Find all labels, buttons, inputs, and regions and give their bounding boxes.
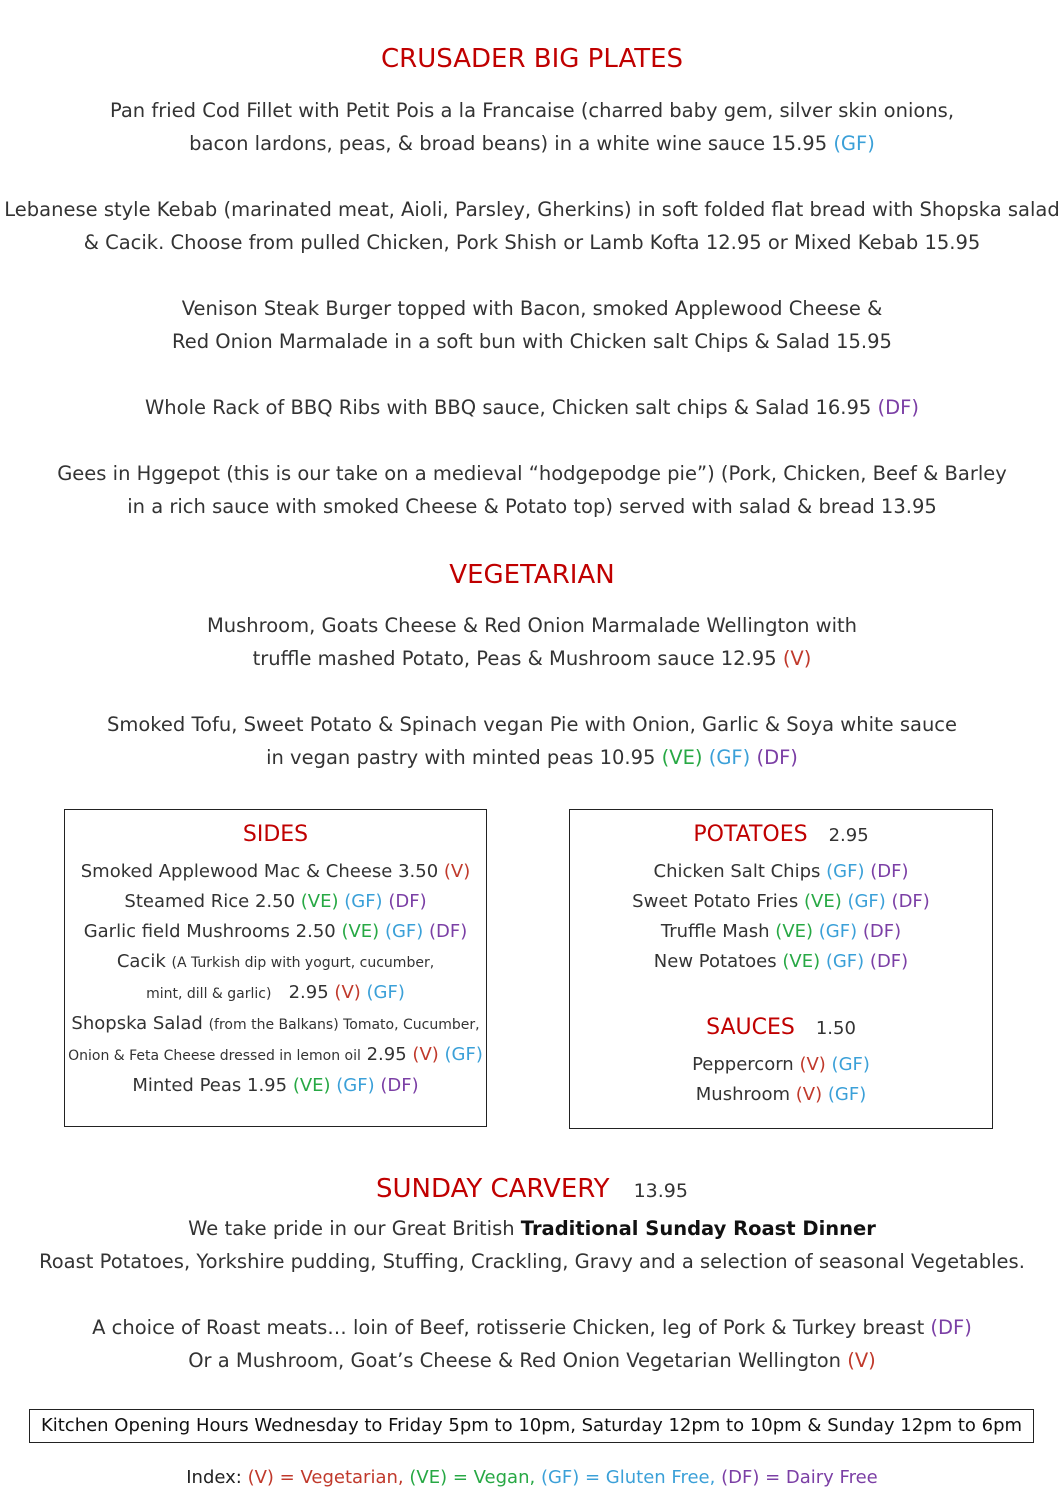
tag-gf: (GF): [827, 1084, 867, 1105]
item-text: Truffle Mash: [660, 921, 770, 942]
menu-item-vegan-pie: [0, 708, 1064, 774]
item-desc: mint, dill & garlic): [146, 986, 272, 1002]
menu-item-hodgepodge: [0, 457, 1064, 523]
potatoes-heading: [570, 822, 992, 847]
side-shopska-cont: [65, 1040, 486, 1071]
tag-df: (DF): [891, 891, 930, 912]
item-line-bold: Traditional Sunday Roast Dinner: [520, 1217, 876, 1240]
carvery-meats: [0, 1311, 1064, 1377]
item-line: We take pride in our Great British: [188, 1217, 521, 1240]
side-mushrooms: [65, 917, 486, 947]
item-desc: (A Turkish dip with yogurt, cucumber,: [171, 955, 435, 971]
potatoes-box: [569, 809, 993, 1129]
item-line: Pan fried Cod Fillet with Petit Pois a la Francaise (charred baby gem, silver skin onions,: [109, 99, 955, 122]
item-line: in vegan pastry with minted peas 10.95: [266, 746, 656, 769]
item-line: Red Onion Marmalade in a soft bun with Chicken salt Chips & Salad 15.95: [172, 330, 892, 353]
sauce-peppercorn: [570, 1050, 992, 1080]
potato-sweet-fries: [570, 887, 992, 917]
index-vegetarian: (V) = Vegetarian,: [247, 1467, 404, 1488]
item-line: bacon lardons, peas, & broad beans) in a white wine sauce 15.95: [189, 132, 828, 155]
item-line: & Cacik. Choose from pulled Chicken, Pork Shish or Lamb Kofta 12.95 or Mixed Kebab 15.95: [83, 231, 981, 254]
tag-ve: (VE): [341, 921, 380, 942]
tag-df: (DF): [869, 951, 909, 972]
tag-gf: (GF): [444, 1044, 483, 1065]
item-text: Chicken Salt Chips: [653, 861, 821, 882]
tag-df: (DF): [388, 891, 427, 912]
tag-ve: (VE): [300, 891, 339, 912]
sides-box: [64, 809, 487, 1127]
vegetarian-heading: VEGETARIAN: [449, 560, 615, 590]
item-text: Sweet Potato Fries: [632, 891, 799, 912]
sides-heading: SIDES: [242, 822, 309, 847]
menu-item-ribs: [0, 391, 1064, 424]
sauce-mushroom: [570, 1080, 992, 1110]
item-text: Garlic field Mushrooms 2.50: [83, 921, 336, 942]
dietary-index: [0, 1467, 1064, 1488]
side-cacik-cont: [65, 978, 486, 1009]
kitchen-hours-box: Kitchen Opening Hours Wednesday to Friday 5pm to 10pm, Saturday 12pm to 10pm & Sunday 12pm to 6pm: [29, 1409, 1034, 1443]
item-line: Or a Mushroom, Goat’s Cheese & Red Onion Vegetarian Wellington: [188, 1349, 842, 1372]
tag-v: (V): [412, 1044, 439, 1065]
item-price: 2.95: [366, 1044, 407, 1065]
menu-item-cod: [0, 94, 1064, 160]
tag-gf: (GF): [833, 132, 875, 155]
tag-df: (DF): [429, 921, 468, 942]
item-price: 2.95: [288, 982, 329, 1003]
index-dairy-free: (DF) = Dairy Free: [721, 1467, 878, 1488]
tag-v: (V): [443, 861, 471, 882]
tag-v: (V): [334, 982, 361, 1003]
side-shopska: [65, 1009, 486, 1040]
big-plates-heading: CRUSADER BIG PLATES: [380, 44, 684, 74]
item-desc: (from the Balkans) Tomato, Cucumber,: [208, 1017, 480, 1033]
side-mac-cheese: [65, 857, 486, 887]
potato-truffle-mash: [570, 917, 992, 947]
index-gluten-free: (GF) = Gluten Free,: [540, 1467, 716, 1488]
tag-ve: (VE): [803, 891, 842, 912]
tag-df: (DF): [862, 921, 902, 942]
side-minted-peas: [65, 1071, 486, 1101]
item-text: Cacik: [116, 951, 166, 972]
carvery-price: 13.95: [633, 1180, 688, 1202]
tag-gf: (GF): [825, 951, 865, 972]
item-line: Lebanese style Kebab (marinated meat, Aioli, Parsley, Gherkins) in soft folded flat bread with Shopska salad: [4, 198, 1060, 221]
sauces-heading: [570, 1015, 992, 1040]
tag-ve: (VE): [782, 951, 821, 972]
sauces-title: SAUCES: [706, 1015, 795, 1040]
index-label: Index:: [186, 1467, 242, 1488]
menu-item-wellington: [0, 609, 1064, 675]
side-cacik: [65, 947, 486, 978]
item-text: Shopska Salad: [71, 1013, 203, 1034]
item-line: Venison Steak Burger topped with Bacon, smoked Applewood Cheese &: [181, 297, 883, 320]
item-text: Mushroom: [695, 1084, 791, 1105]
potatoes-title: POTATOES: [693, 822, 808, 847]
tag-gf: (GF): [384, 921, 424, 942]
menu-item-burger: [0, 292, 1064, 358]
tag-v: (V): [799, 1054, 826, 1075]
tag-v: (V): [847, 1349, 876, 1372]
tag-gf: (GF): [831, 1054, 870, 1075]
carvery-heading: [0, 1174, 1064, 1204]
sauces-price: 1.50: [815, 1018, 856, 1039]
tag-df: (DF): [380, 1075, 419, 1096]
item-text: New Potatoes: [653, 951, 777, 972]
tag-v: (V): [782, 647, 812, 670]
item-line: A choice of Roast meats… loin of Beef, rotisserie Chicken, leg of Pork & Turkey breast: [92, 1316, 925, 1339]
tag-gf: (GF): [818, 921, 858, 942]
tag-gf: (GF): [826, 861, 865, 882]
tag-gf: (GF): [344, 891, 383, 912]
tag-ve: (VE): [775, 921, 814, 942]
carvery-title: SUNDAY CARVERY: [376, 1174, 610, 1204]
tag-df: (DF): [870, 861, 909, 882]
item-line: Mushroom, Goats Cheese & Red Onion Marmalade Wellington with: [206, 614, 858, 637]
index-vegan: (VE) = Vegan,: [409, 1467, 536, 1488]
item-desc: Onion & Feta Cheese dressed in lemon oil: [68, 1048, 361, 1064]
item-text: Peppercorn: [692, 1054, 794, 1075]
tag-gf: (GF): [336, 1075, 375, 1096]
tag-v: (V): [795, 1084, 823, 1105]
tag-gf: (GF): [366, 982, 405, 1003]
potato-new: [570, 947, 992, 977]
side-rice: [65, 887, 486, 917]
item-text: Minted Peas 1.95: [132, 1075, 288, 1096]
carvery-description: [0, 1212, 1064, 1278]
item-line: truffle mashed Potato, Peas & Mushroom sauce 12.95: [252, 647, 777, 670]
tag-ve: (VE): [661, 746, 703, 769]
tag-df: (DF): [756, 746, 798, 769]
item-line: Whole Rack of BBQ Ribs with BBQ sauce, Chicken salt chips & Salad 16.95: [145, 396, 872, 419]
potatoes-price: 2.95: [828, 825, 869, 846]
tag-df: (DF): [877, 396, 919, 419]
potato-chips: [570, 857, 992, 887]
item-text: Steamed Rice 2.50: [124, 891, 296, 912]
item-line: Gees in Hggepot (this is our take on a medieval “hodgepodge pie”) (Pork, Chicken, Beef & Barley: [57, 462, 1007, 485]
item-line: Smoked Tofu, Sweet Potato & Spinach vegan Pie with Onion, Garlic & Soya white sauce: [106, 713, 958, 736]
item-line: Roast Potatoes, Yorkshire pudding, Stuffing, Crackling, Gravy and a selection of seasonal Vegetables.: [39, 1250, 1025, 1273]
menu-item-kebab: [0, 193, 1064, 259]
tag-df: (DF): [930, 1316, 972, 1339]
tag-gf: (GF): [708, 746, 751, 769]
item-text: Smoked Applewood Mac & Cheese 3.50: [80, 861, 439, 882]
tag-gf: (GF): [847, 891, 886, 912]
item-line: in a rich sauce with smoked Cheese & Potato top) served with salad & bread 13.95: [127, 495, 937, 518]
tag-ve: (VE): [292, 1075, 331, 1096]
